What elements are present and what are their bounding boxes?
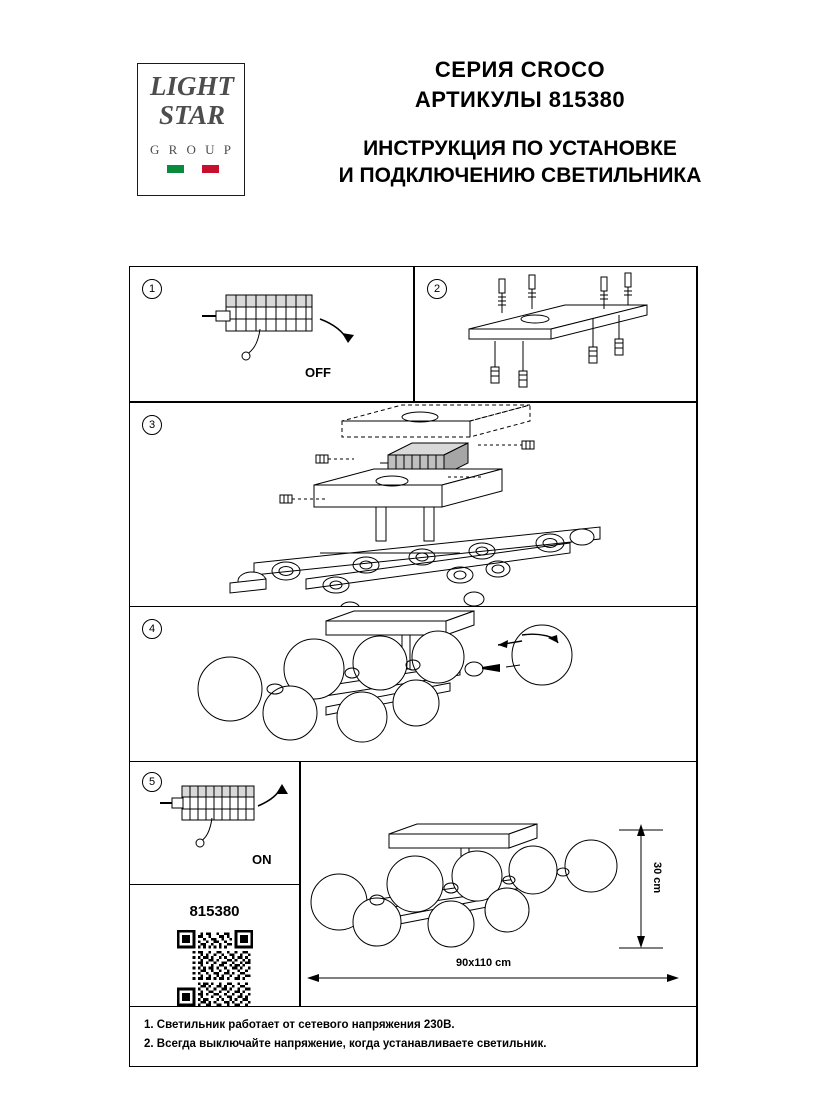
note-2: 2. Всегда выключайте напряжение, когда устанавливаете светильник.	[144, 1038, 547, 1050]
series-title: СЕРИЯ CROCO	[434, 57, 606, 82]
logo-line-2: STAR	[158, 100, 226, 130]
step-1-label: OFF	[305, 365, 331, 380]
step-1-diagram	[130, 267, 414, 402]
product-code-cell	[129, 884, 300, 1007]
step-3-number: 3	[142, 415, 162, 435]
title-block	[280, 55, 760, 189]
step-4-cell	[129, 606, 698, 762]
header	[0, 0, 826, 250]
logo-line-1: LIGHT	[150, 71, 234, 101]
logo-group-text: G R O U P	[149, 142, 235, 157]
product-code: 815380	[189, 903, 240, 920]
logo-wordmark	[138, 72, 246, 130]
step-5-label: ON	[252, 852, 272, 867]
step-3-diagram	[130, 403, 698, 607]
notes-block	[130, 1007, 697, 1054]
dimensions-cell	[300, 761, 698, 1007]
height-dimension-label: 30 cm	[651, 862, 663, 894]
step-2-diagram	[415, 267, 698, 402]
instruction-title-line-1: ИНСТРУКЦИЯ ПО УСТАНОВКЕ	[363, 137, 677, 160]
step-2-number: 2	[427, 279, 447, 299]
step-5-number: 5	[142, 772, 162, 792]
qr-code-icon	[177, 930, 253, 1006]
instruction-title-line-2: И ПОДКЛЮЧЕНИЮ СВЕТИЛЬНИКА	[338, 164, 702, 187]
step-1-cell	[129, 266, 414, 402]
italy-flag-icon	[167, 165, 219, 173]
step-2-cell	[414, 266, 698, 402]
step-1-number: 1	[142, 279, 162, 299]
step-4-diagram	[130, 607, 698, 762]
width-dimension-label: 90x110 cm	[456, 957, 512, 969]
steps-frame	[129, 266, 697, 1067]
note-1: 1. Светильник работает от сетевого напряжения 230В.	[144, 1019, 455, 1031]
notes-cell	[129, 1006, 698, 1067]
brand-logo	[137, 63, 245, 196]
step-3-cell	[129, 402, 698, 607]
article-title: АРТИКУЛЫ 815380	[414, 87, 626, 112]
step-4-number: 4	[142, 619, 162, 639]
product-dimensions-diagram	[301, 762, 698, 1007]
step-5-cell	[129, 761, 300, 885]
